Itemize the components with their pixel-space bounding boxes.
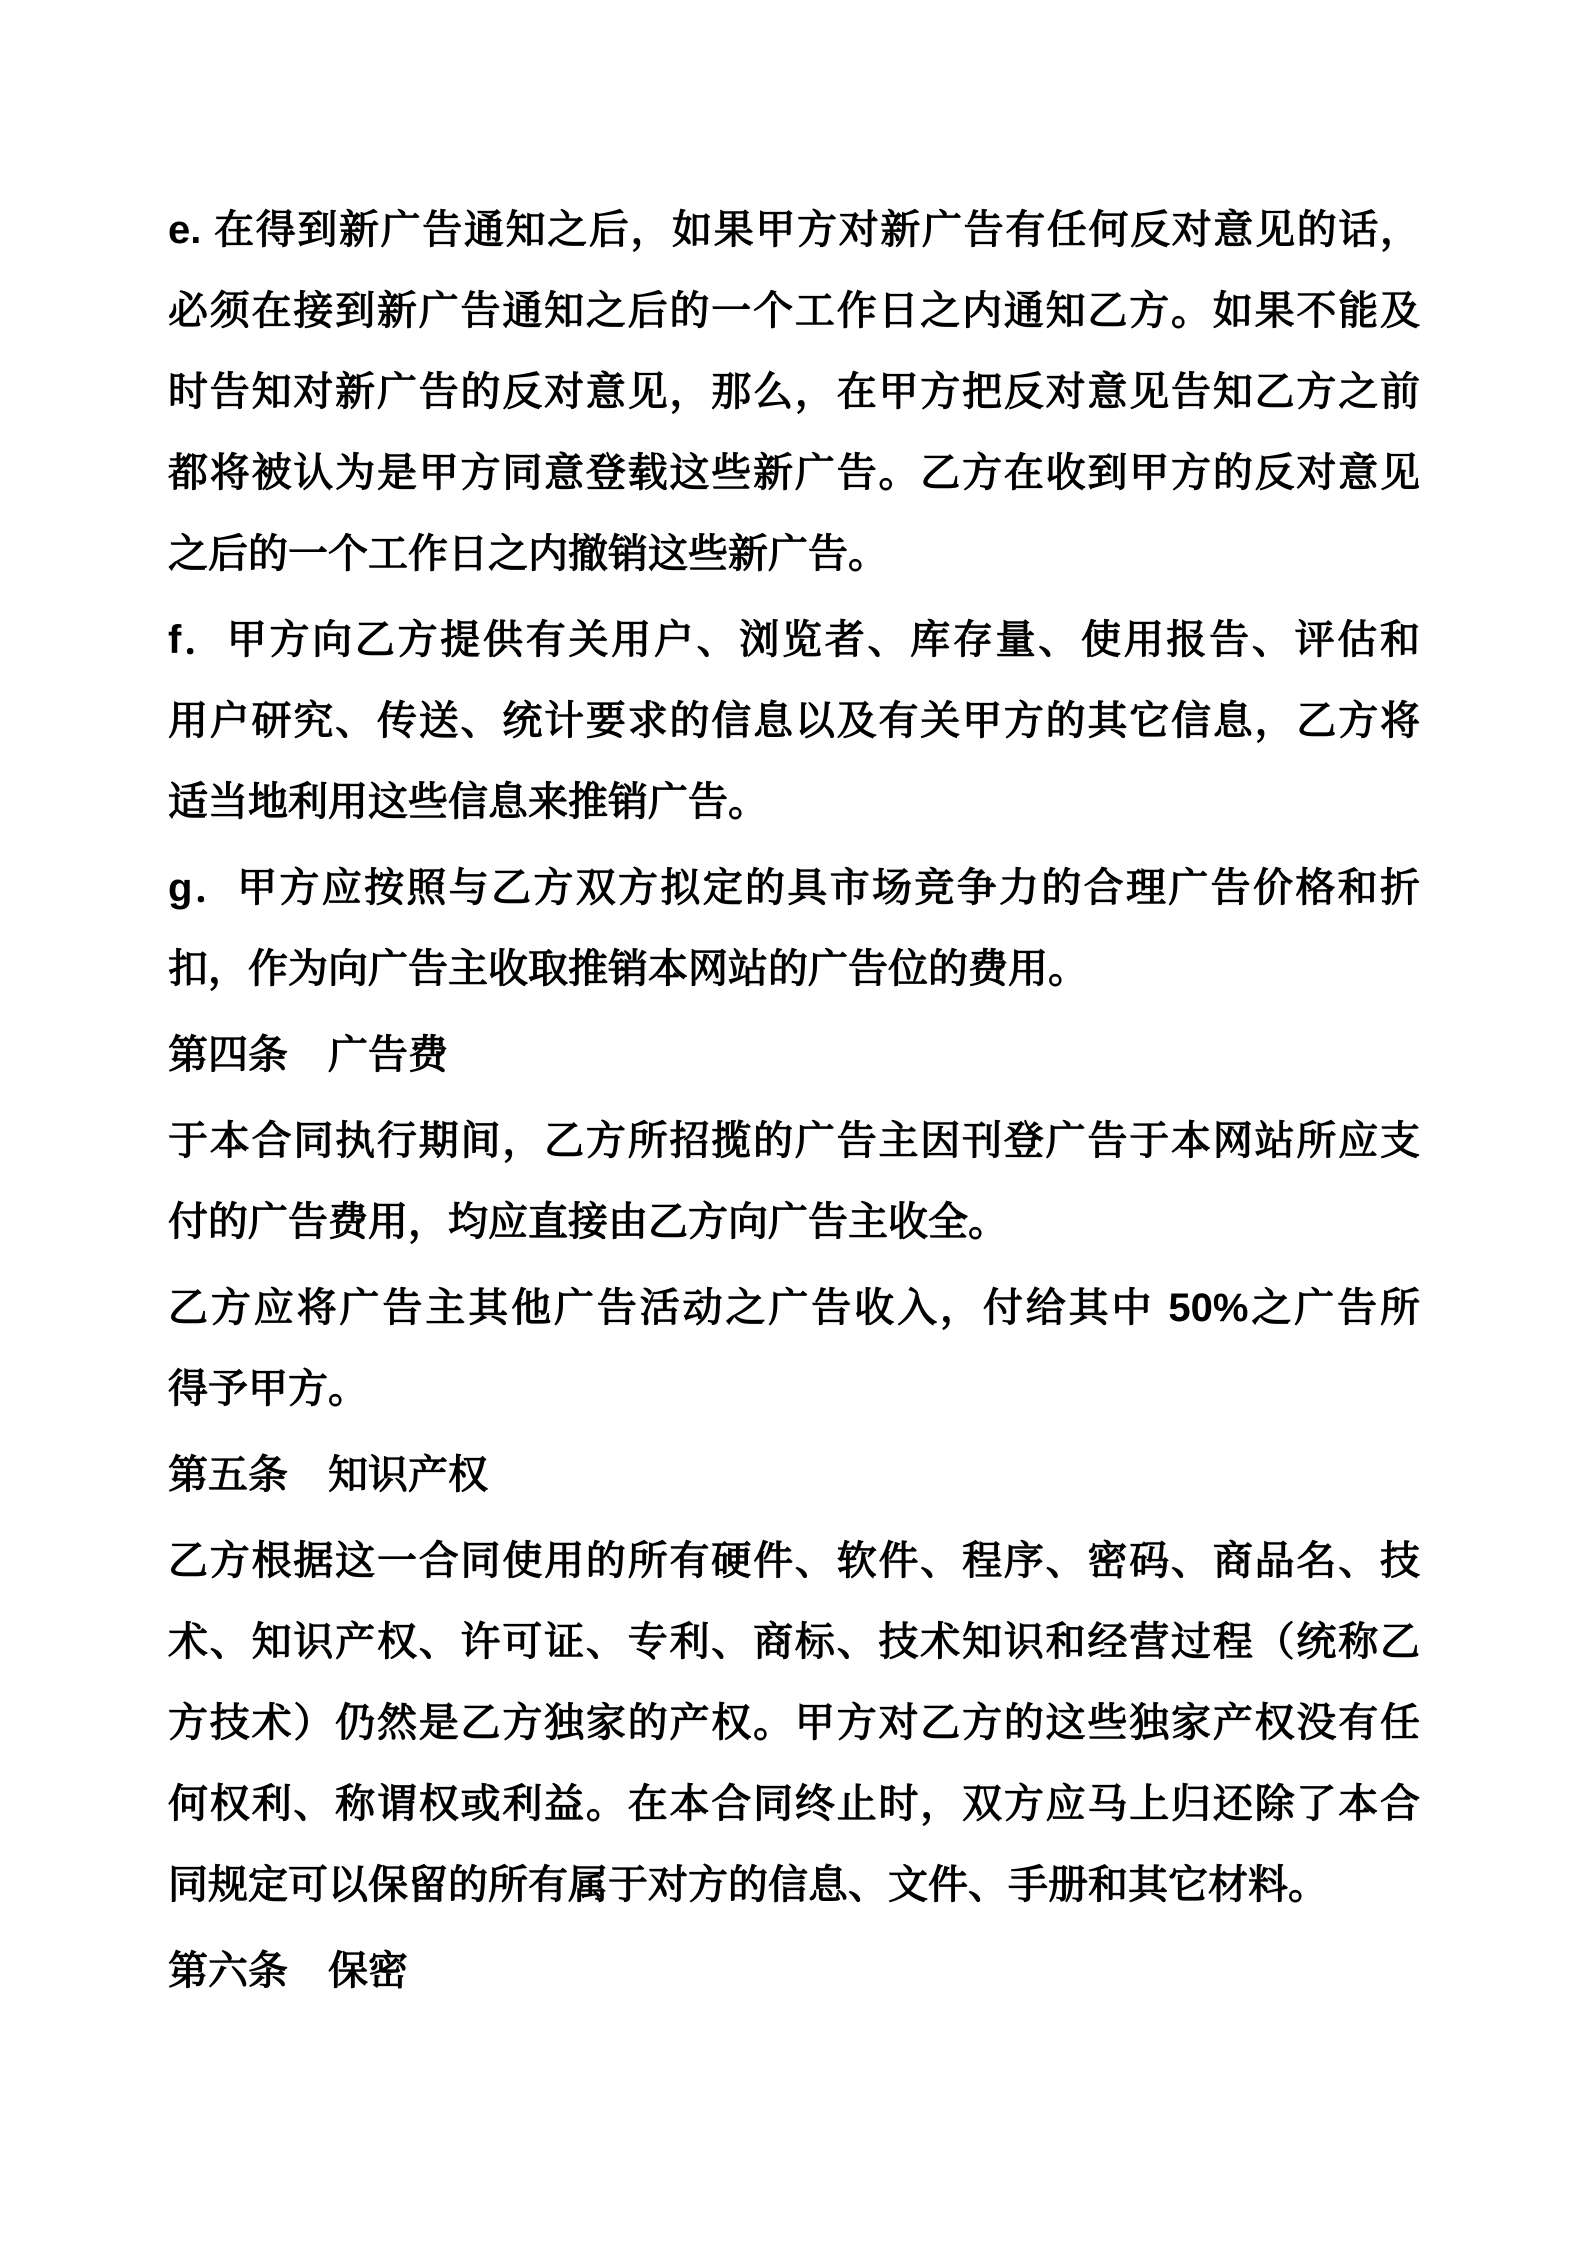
text-line: g．甲方应按照与乙方双方拟定的具市场竞争力的合理广告价格和折 [168, 866, 1420, 910]
fee-paragraph-2 [168, 1268, 1420, 1430]
clause-f-paragraph [168, 600, 1420, 843]
article-5-ip-heading [168, 1435, 1420, 1516]
ip-paragraph [168, 1521, 1420, 1926]
fee-paragraph-1 [168, 1101, 1420, 1263]
heading-text: 第五条 知识产权 [168, 1453, 488, 1497]
text-line: 适当地利用这些信息来推销广告。 [168, 780, 768, 824]
text-line: 之后的一个工作日之内撤销这些新广告。 [168, 532, 888, 576]
text-line: 用户研究、传送、统计要求的信息以及有关甲方的其它信息，乙方将 [168, 699, 1420, 743]
clause-g-paragraph [168, 848, 1420, 1010]
text-line: 得予甲方。 [168, 1367, 368, 1411]
text-line: 都将被认为是甲方同意登载这些新广告。乙方在收到甲方的反对意见 [168, 451, 1420, 495]
text-line: 付的广告费用，均应直接由乙方向广告主收全。 [168, 1200, 1008, 1244]
text-line: 乙方根据这一合同使用的所有硬件、软件、程序、密码、商品名、技 [168, 1539, 1420, 1583]
text-line: 术、知识产权、许可证、专利、商标、技术知识和经营过程（统称乙 [168, 1620, 1420, 1664]
text-line: 必须在接到新广告通知之后的一个工作日之内通知乙方。如果不能及 [168, 289, 1420, 333]
article-6-confidentiality-heading [168, 1931, 1420, 2012]
clause-e-paragraph [168, 190, 1420, 595]
text-line: 时告知对新广告的反对意见，那么，在甲方把反对意见告知乙方之前 [168, 370, 1420, 414]
text-line: 于本合同执行期间，乙方所招揽的广告主因刊登广告于本网站所应支 [168, 1119, 1420, 1163]
text-line: 乙方应将广告主其他广告活动之广告收入，付给其中 50%之广告所 [168, 1286, 1420, 1330]
heading-text: 第四条 广告费 [168, 1033, 448, 1077]
text-line: 同规定可以保留的所有属于对方的信息、文件、手册和其它材料。 [168, 1863, 1328, 1907]
text-line: 扣，作为向广告主收取推销本网站的广告位的费用。 [168, 947, 1088, 991]
article-4-fee-heading [168, 1015, 1420, 1096]
text-line: f．甲方向乙方提供有关用户、浏览者、库存量、使用报告、评估和 [168, 618, 1420, 662]
text-line: e. 在得到新广告通知之后，如果甲方对新广告有任何反对意见的话， [168, 208, 1420, 252]
text-line: 何权利、称谓权或利益。在本合同终止时，双方应马上归还除了本合 [168, 1782, 1420, 1826]
text-line: 方技术）仍然是乙方独家的产权。甲方对乙方的这些独家产权没有任 [168, 1701, 1420, 1745]
heading-text: 第六条 保密 [168, 1949, 408, 1993]
